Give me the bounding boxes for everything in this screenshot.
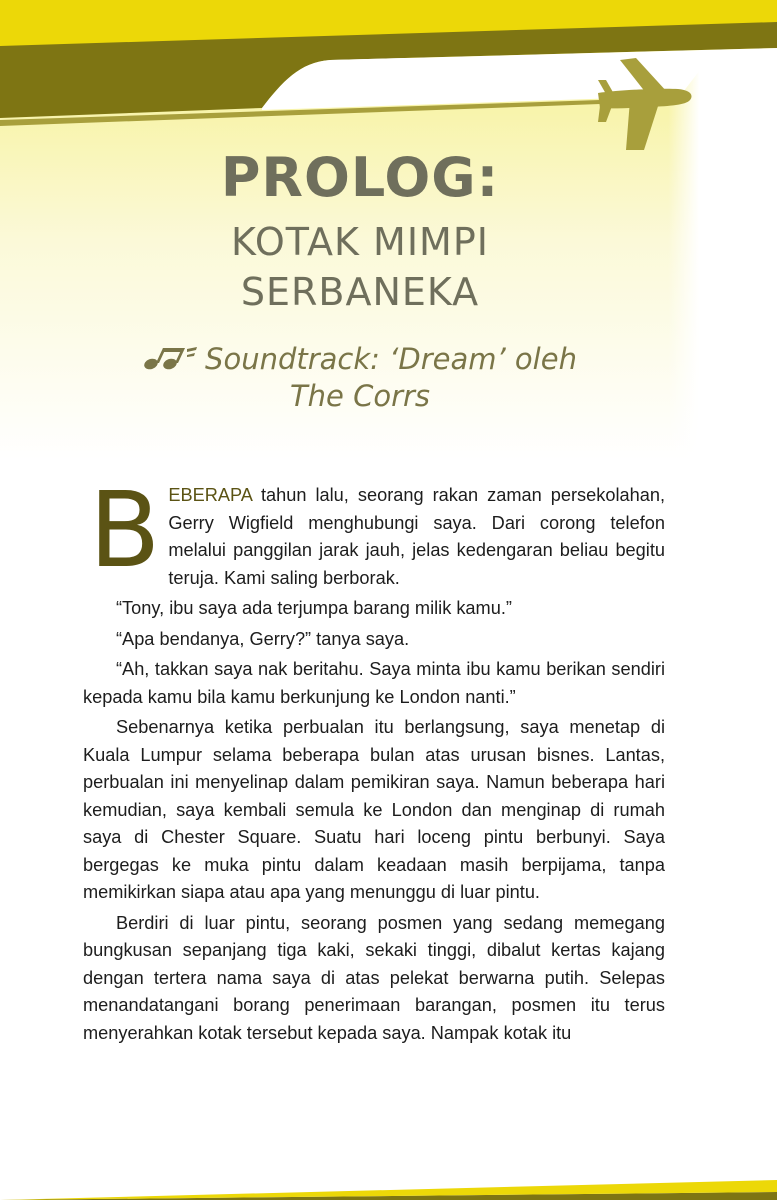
paragraph-1: [83, 469, 665, 592]
chapter-heading: [0, 145, 720, 415]
lead-word: EBERAPA: [168, 485, 252, 505]
paragraph-1-text: tahun lalu, seorang rakan zaman persekolahan, Gerry Wigfield menghubungi saya. Dari corong telefon melalui panggilan jarak jauh, jelas kedengaran beliau begitu teruja. Kami saling berborak.: [168, 485, 665, 588]
soundtrack-line-2: The Corrs: [289, 379, 431, 413]
paragraph-3: “Apa bendanya, Gerry?” tanya saya.: [116, 628, 410, 649]
paragraph-6: Berdiri di luar pintu, seorang posmen yang sedang memegang bungkusan sepanjang tiga kaki, sekaki tinggi, dibalut kertas kajang dengan tertera nama saya di atas pelekat berwarna putih. Selepas menandatangani borang penerimaan barangan, posmen itu terus menyerahkan kotak tersebut kepada saya. Nampak kotak itu: [83, 912, 665, 1043]
soundtrack-line-1: [0, 341, 720, 378]
chapter-title-line-2: SERBANEKA: [240, 270, 480, 314]
paragraph-4: “Ah, takkan saya nak beritahu. Saya minta ibu kamu berikan sendiri kepada kamu bila kamu berkunjung ke London nanti.”: [83, 659, 665, 707]
drop-cap: B: [89, 469, 161, 591]
music-note-icon: [143, 345, 199, 371]
soundtrack-note: [0, 341, 720, 415]
footer-band: [0, 1170, 777, 1200]
chapter-title: [0, 217, 720, 317]
body-text: [83, 469, 665, 1050]
chapter-title-line-1: KOTAK MIMPI: [231, 220, 489, 264]
chapter-label: PROLOG:: [220, 146, 500, 209]
paragraph-2: “Tony, ibu saya ada terjumpa barang milik kamu.”: [116, 598, 512, 618]
soundtrack-text-1: Soundtrack: ‘Dream’ oleh: [205, 342, 577, 376]
paragraph-5: Sebenarnya ketika perbualan itu berlangsung, saya menetap di Kuala Lumpur selama beberapa bulan atas urusan bisnes. Lantas, perbualan ini menyelinap dalam pemikiran saya. Namun beberapa hari kemudian, saya kembali semula ke London dan menginap di rumah saya di Chester Square. Suatu hari loceng pintu berbunyi. Saya bergegas ke muka pintu dalam keadaan masih berpijama, tanpa memikirkan siapa atau apa yang menunggu di luar pintu.: [83, 717, 665, 902]
